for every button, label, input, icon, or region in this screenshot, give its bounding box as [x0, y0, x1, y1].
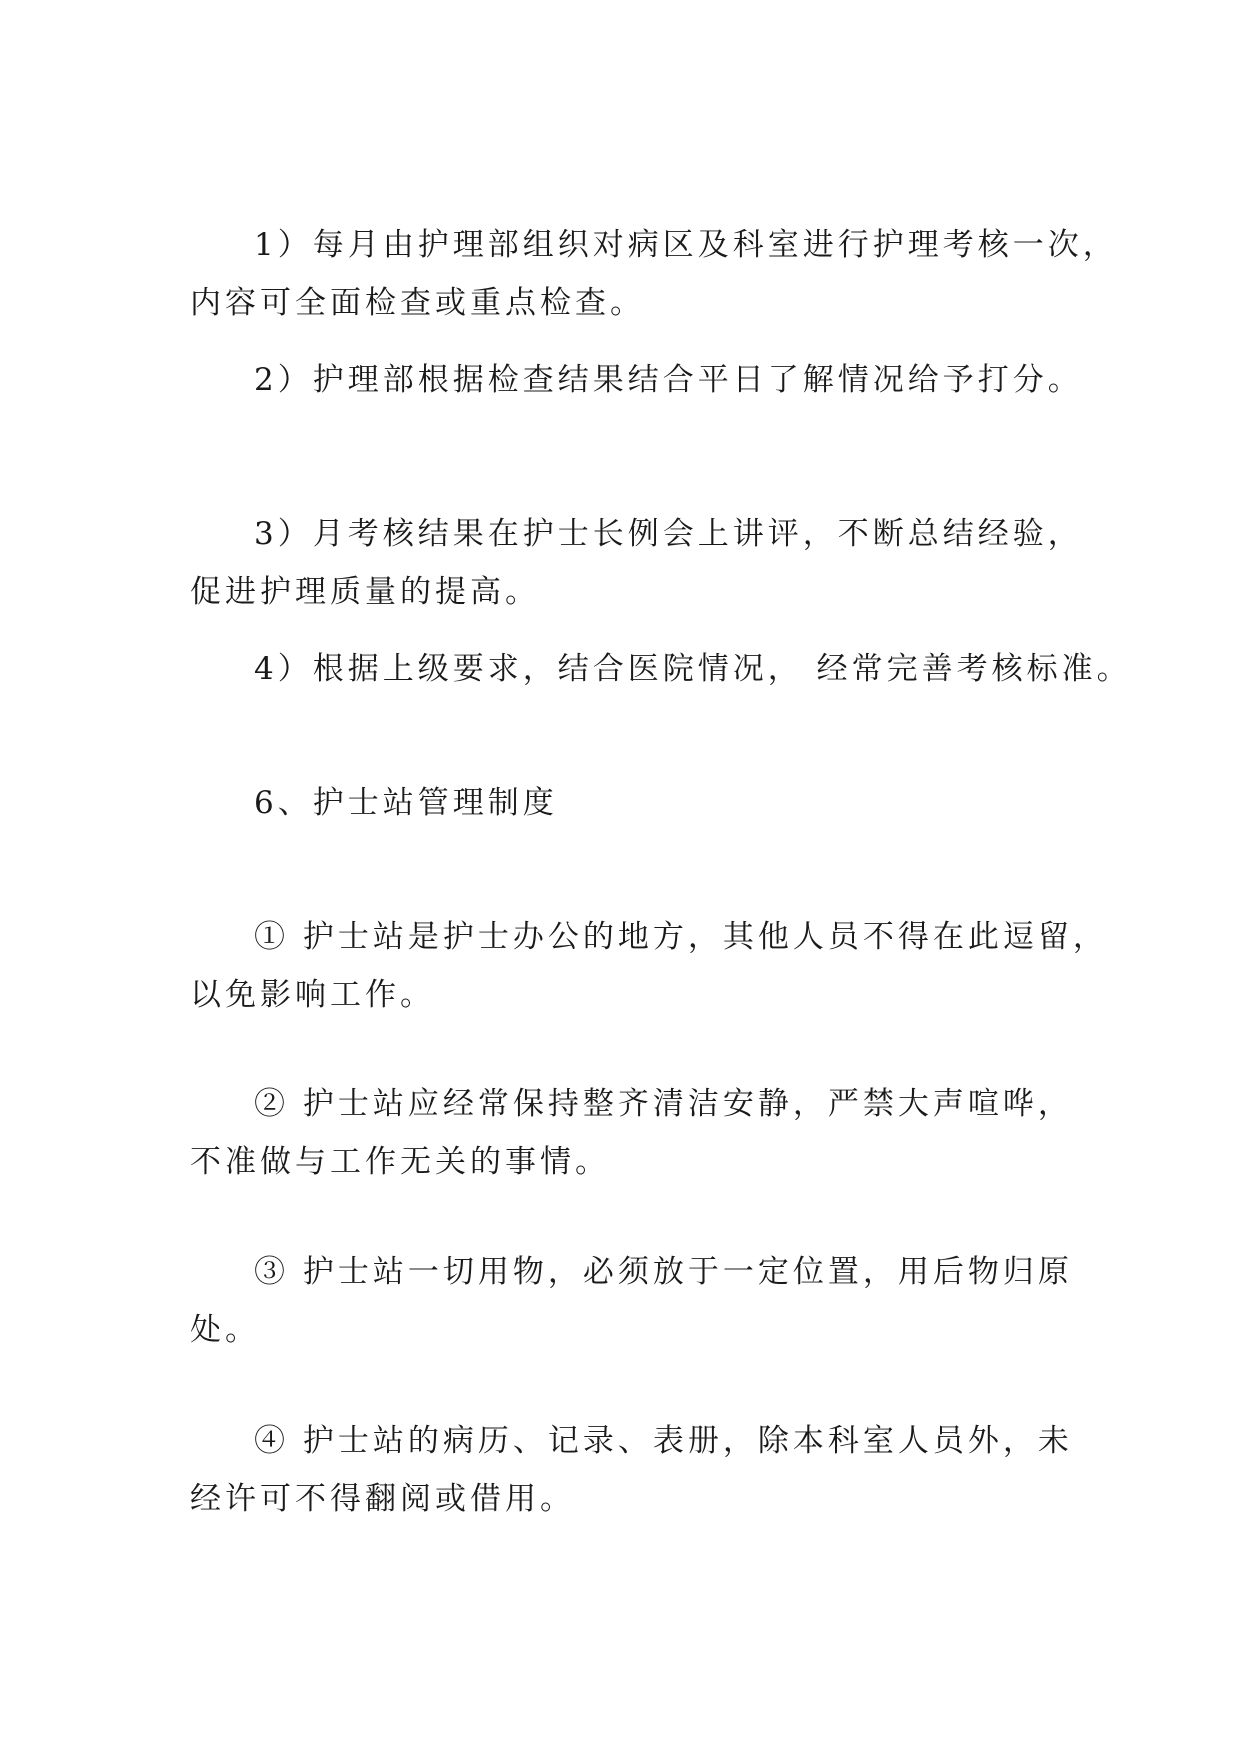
section-heading-text: 6、护士站管理制度 [254, 785, 558, 821]
paragraph-line: 经许可不得翻阅或借用。 [190, 1481, 575, 1517]
paragraph-1 [190, 216, 1118, 332]
paragraph-line: 内容可全面检查或重点检查。 [190, 285, 645, 321]
paragraph-2 [190, 351, 1083, 409]
paragraph-5 [190, 908, 1108, 1024]
paragraph-line: 以免影响工作。 [190, 977, 435, 1013]
section-heading [190, 774, 1070, 832]
paragraph-line: 3）月考核结果在护士长例会上讲评，不断总结经验， [254, 516, 1083, 552]
paragraph-line: ① 护士站是护士办公的地方，其他人员不得在此逗留， [254, 919, 1108, 955]
paragraph-line: ③ 护士站一切用物，必须放于一定位置，用后物归原 [254, 1254, 1073, 1290]
paragraph-line: 不准做与工作无关的事情。 [190, 1144, 610, 1180]
paragraph-line: 促进护理质量的提高。 [190, 574, 540, 610]
paragraph-3 [190, 505, 1083, 621]
paragraph-line: 1）每月由护理部组织对病区及科室进行护理考核一次， [254, 227, 1118, 263]
paragraph-line: 4）根据上级要求，结合医院情况， 经常完善考核标准。 [254, 651, 1132, 687]
paragraph-4 [190, 640, 1132, 698]
paragraph-8 [190, 1412, 1073, 1528]
paragraph-line: 2）护理部根据检查结果结合平日了解情况给予打分。 [254, 362, 1083, 398]
paragraph-7 [190, 1243, 1073, 1359]
paragraph-line: ② 护士站应经常保持整齐清洁安静，严禁大声喧哗， [254, 1086, 1073, 1122]
paragraph-line: ④ 护士站的病历、记录、表册，除本科室人员外，未 [254, 1423, 1073, 1459]
paragraph-line: 处。 [190, 1312, 260, 1348]
paragraph-6 [190, 1075, 1073, 1191]
